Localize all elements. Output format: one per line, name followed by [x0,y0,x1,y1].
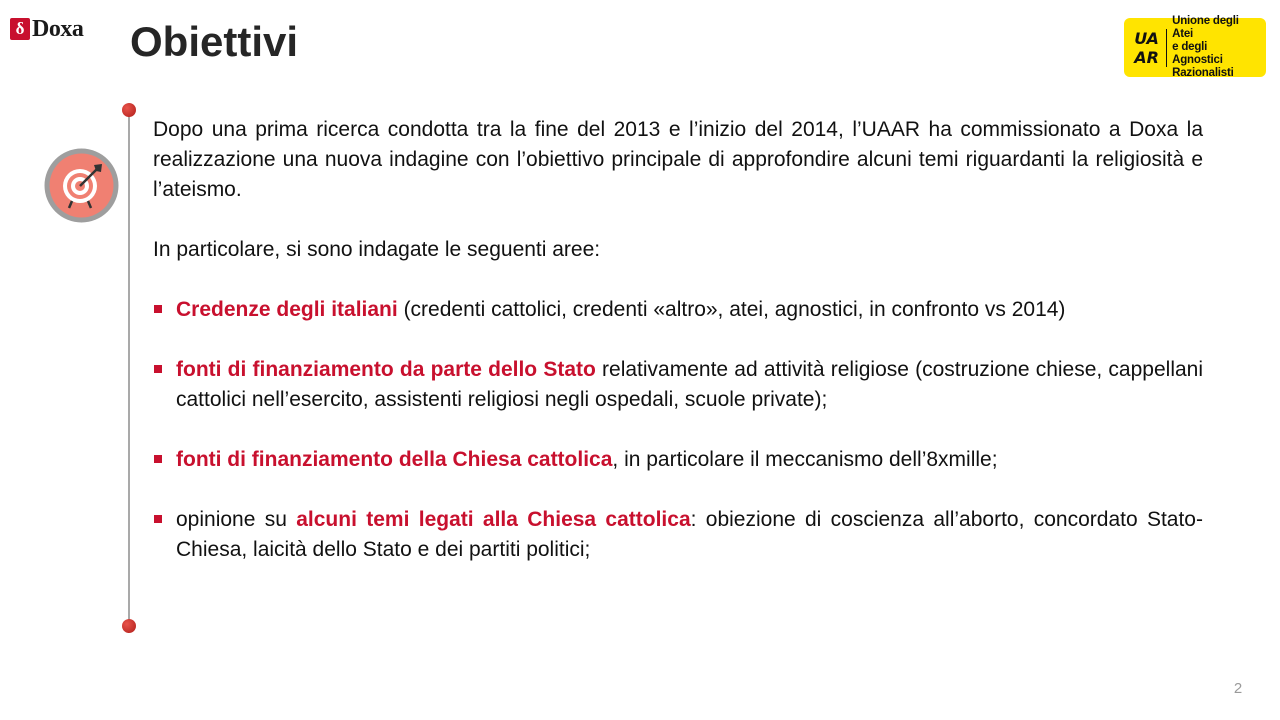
list-item: opinione su alcuni temi legati alla Chiesa cattolica: obiezione di coscienza all’aborto, concordato Stato-Chiesa, laicità dello Stato e dei partiti politici; [153,505,1203,565]
target-icon [44,148,119,223]
areas-list [153,295,1203,565]
lead-sentence: In particolare, si sono indagate le seguenti aree: [153,238,601,261]
highlight-text: fonti di finanziamento da parte dello Stato [176,358,596,381]
page-title: Obiettivi [130,18,299,65]
timeline-line [128,110,130,626]
uaar-logo-divider [1166,29,1167,67]
doxa-logo-text: Doxa [32,15,84,42]
uaar-logo [1124,15,1266,79]
timeline-dot-bottom [122,619,136,633]
highlight-text: alcuni temi legati alla Chiesa cattolica [296,508,691,531]
highlight-text: fonti di finanziamento della Chiesa cattolica [176,448,613,471]
intro-paragraph: Dopo una prima ricerca condotta tra la fine del 2013 e l’inizio del 2014, l’UAAR ha commissionato a Doxa la realizzazione una nuova indagine con l’obiettivo principale di approfondire alcuni temi riguardanti la religiosità e l’ateismo. [153,118,1203,201]
list-item: fonti di finanziamento della Chiesa cattolica, in particolare il meccanismo dell’8xmille; [153,445,1203,475]
highlight-text: Credenze degli italiani [176,298,398,321]
doxa-logo [10,16,83,42]
uaar-logo-mark: UA AR [1134,28,1159,67]
list-item: Credenze degli italiani (credenti cattolici, credenti «altro», atei, agnostici, in confronto vs 2014) [153,295,1203,325]
content-body [153,115,1203,565]
timeline-dot-top [122,103,136,117]
list-item: fonti di finanziamento da parte dello Stato relativamente ad attività religiose (costruzione chiese, cappellani cattolici nell’esercito, assistenti religiosi negli ospedali, scuole private); [153,355,1203,415]
doxa-logo-mark: δ [10,18,30,40]
page-number: 2 [1233,680,1243,697]
uaar-logo-name: Unione degli Atei e degli Agnostici Razionalisti [1172,15,1239,79]
